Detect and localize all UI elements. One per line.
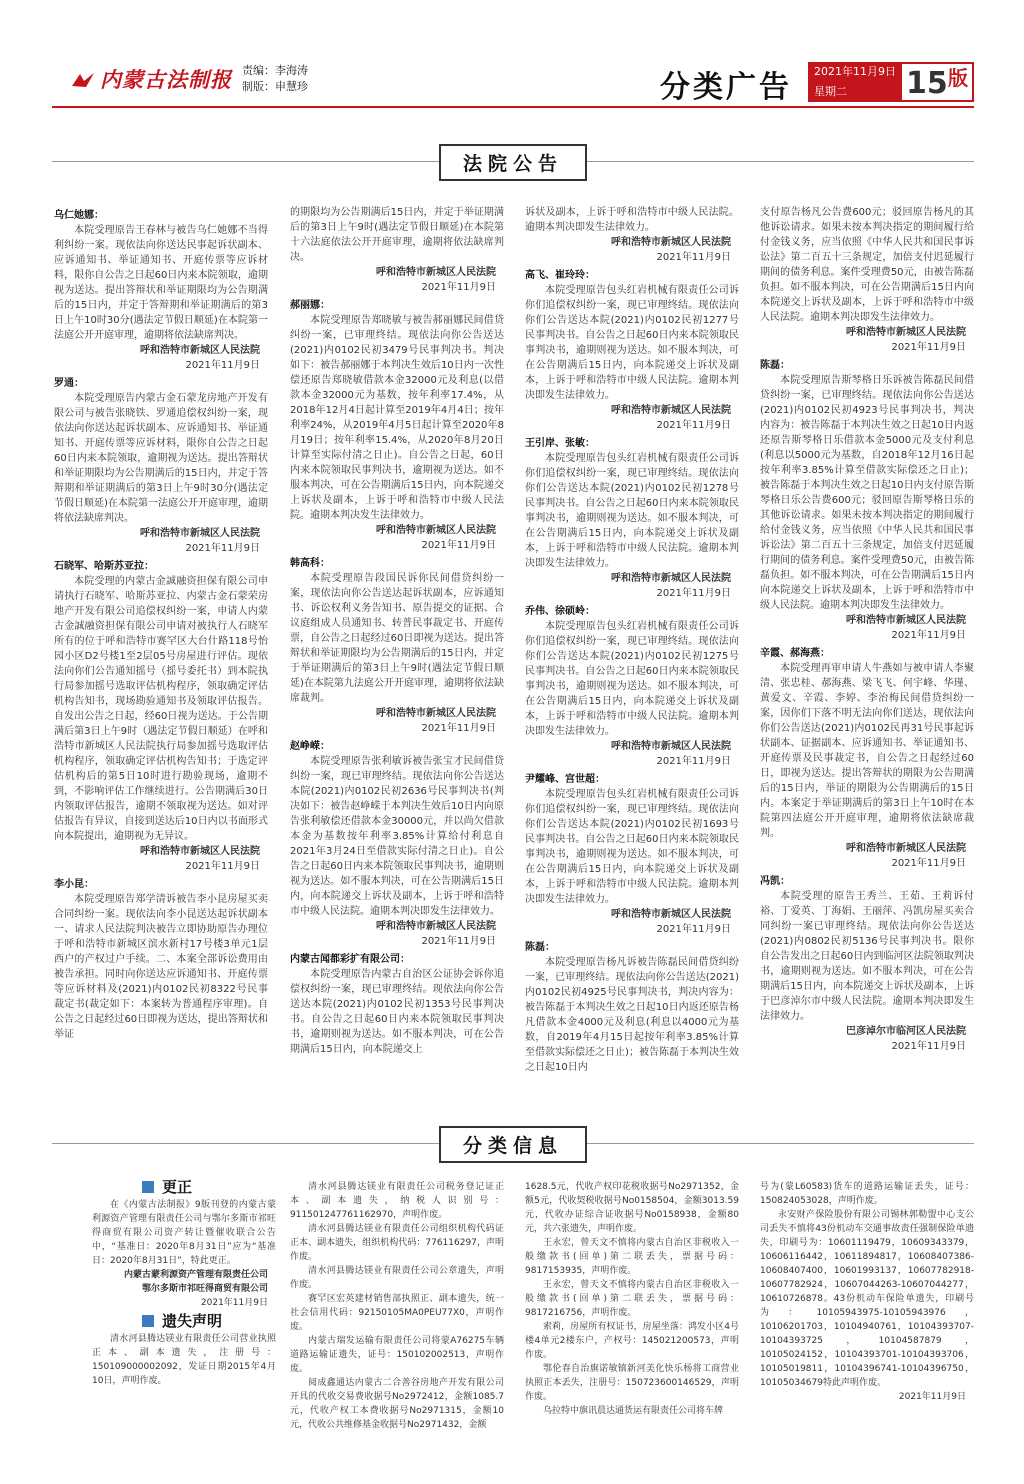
notice-date: 2021年11月9日: [421, 540, 496, 551]
notice-body: 王永宏，曾天文不慎将内蒙古自治区非税收入一般缴款书(回单)第二联丢失，票据号码：9817216756，声明作废。: [525, 1280, 739, 1318]
notice-body: 本院受理再审申请人牛燕如与被申请人李聚清、张忠桂、郝海燕、梁飞飞、何宇峰、华瑾、黄爱文、辛霞、李婷、李治梅民间借贷纠纷一案，因你们下落不明无法向你们送达，现依法向你们公告送达(2021)内0102民再31号民事起诉状副本、证据副本、应诉通知书、举证通知书、开庭传票及民事裁定书，自公告之日起经过60日，即视为送达。提出答辩状的期限为公告期满后的15日内，举证的期限为公告期满后的15日内。本案定于举证期满后的第3日上午10时在本院第四法庭公开开庭审理，逾期将依法缺席裁判。: [760, 663, 974, 839]
notice-body: 王永宏，曾天文不慎将内蒙古自治区非税收入一般缴款书(回单)第二联丢失，票据号码：9817153935，声明作废。: [525, 1238, 739, 1276]
classified-column-2: [290, 1180, 504, 1432]
logo-text: 内蒙古法制报: [100, 67, 232, 92]
notice-addressee: 高飞、崔玲玲：: [525, 270, 595, 281]
notice-column-2: [290, 205, 504, 1057]
notice-date: 2021年11月9日: [200, 1298, 268, 1308]
notice-date: 2021年11月9日: [421, 936, 496, 947]
notice-signature: 呼和浩特市新城区人民法院: [376, 708, 496, 719]
notice-body: 本院受理原告内蒙古金石蒙龙房地产开发有限公司与被告张晓铁、罗通追偿权纠纷一案，现依法向你送达起诉状副本、应诉通知书、举证通知书、开庭传票等应诉材料，限你自公告之日起60日内来本院领取，逾期视为送达。提出答辩状和举证期限均为公告期满后的15日内，并定于答辩期和举证期满后的第3日上午9时30分(遇法定节假日顺延)在本院第一法庭公开开庭审理，逾期将依法缺席判决。: [54, 393, 268, 524]
notice-signature: 呼和浩特市新城区人民法院: [611, 573, 731, 584]
notice-signature: 呼和浩特市新城区人民法院: [846, 843, 966, 854]
notice-signature: 呼和浩特市新城区人民法院: [611, 405, 731, 416]
notice-body: 诉状及副本，上诉于呼和浩特市中级人民法院。逾期本判决即发生法律效力。: [525, 207, 739, 233]
notice-signature: 内蒙古蒙利源资产管理有限责任公司: [123, 1270, 268, 1280]
notice-body: 本院受理原告王春林与被告乌仁她娜不当得利纠纷一案。现依法向你送达民事起诉状副本、应诉通知书、举证通知书、开庭传票等应诉材料，限你自公告之日起60日内来本院领取，逾期视为送达。提出答辩状和举证期限均为公告期满后的15日内，并定于答辩期和举证期满后的第3日上午10时30分(遇法定节假日顺延)在本院第一法庭公开开庭审理，逾期将依法缺席判决。: [54, 225, 268, 341]
notice-body: 本院受理原告内蒙古自治区公证协会诉你追偿权纠纷一案，现已审理终结。现依法向你公告送达本院(2021)内0102民初1353号民事判决书。自公告之日起60日内来本院领取民事判决书，逾期则视为送达。如不服本判决，可在公告期满后15日内，向本院递交上: [290, 969, 504, 1055]
heading-square-icon: [142, 1181, 154, 1193]
notice-date: 2021年11月9日: [185, 543, 260, 554]
classified-heading-text: 更正: [162, 1178, 193, 1196]
notice-signature: 呼和浩特市新城区人民法院: [846, 615, 966, 626]
notice-column-4: [760, 205, 974, 1054]
issue-date-box: [808, 62, 900, 102]
notice-column-3: [525, 205, 739, 1075]
classified-column-3: [525, 1180, 739, 1418]
notice-date: 2021年11月9日: [656, 756, 731, 767]
notice-body: 1628.5元，代收产权印花税收据号No2971352，金额5元，代收契税收据号No0158504，金额3013.59元，代收办证综合证收据号No0158938，金额80元，共六张遗失，声明作废。: [525, 1182, 739, 1234]
notice-addressee: 乌仁她娜：: [54, 210, 104, 221]
notice-signature: 巴彦淖尔市临河区人民法院: [846, 1026, 966, 1037]
notice-signature: 呼和浩特市新城区人民法院: [611, 741, 731, 752]
notice-addressee: 李小昆：: [54, 879, 94, 890]
notice-signature: 呼和浩特市新城区人民法院: [140, 345, 260, 356]
notice-body: 索莉，房屋所有权证书，房屋坐落：鸿发小区4号楼4单元2楼东户，产权号：145021200573，声明作废。: [525, 1322, 739, 1360]
notice-addressee: 尹耀峰、宫世超：: [525, 774, 605, 785]
notice-addressee: 辛霞、郝海燕：: [760, 648, 830, 659]
notice-body: 在《内蒙古法制报》9版刊登的内蒙古蒙利源资产管理有限责任公司与鄂尔多斯市祁旺得商贸有限公司资产转让暨催收联合公告中，“基准日：2020年8月31日”应为“基准日：2020年8月31日”，特此更正。: [92, 1200, 276, 1266]
editor-credits: [242, 63, 308, 95]
notice-body: 清水河县腾达镁业有限责任公司营业执照正本、副本遗失，注册号：150109000002092，发证日期2015年4月10日，声明作废。: [92, 1334, 276, 1386]
notice-date: 2021年11月9日: [891, 630, 966, 641]
notice-body: 永安财产保险股份有限公司锡林郭勒盟中心支公司丢失不慎将43份机动车交通事故责任强制保险单遗失，印刷号为：10601119479，10609343379，10606116442，10611894817，10608407386-10608407400，10601993137，10607782918-10607782924，10607044263-10607044277，10610726878。43份机动车保险单遗失，印刷号为：10105943975-10105943976，10106201703，10104940761，10104393707-10104393725，10104587879，10105024152，10104393701-10104393706，10105019811，10104396741-10104396750，10105034679特此声明作废。: [760, 1210, 974, 1388]
notice-body: 本院受理原告包头红岩机械有限责任公司诉你们追偿权纠纷一案，现已审理终结。现依法向你们公告送达本院(2021)内0102民初1275号民事判决书。自公告之日起60日内来本院领取民事判决书，逾期则视为送达。如不服本判决，可在公告期满后15日内，向本院递交上诉状及副本，上诉于呼和浩特市中级人民法院。逾期本判决即发生法律效力。: [525, 621, 739, 737]
notice-column-1: [54, 205, 268, 1042]
notice-body: 本院受理的原告王秀兰、王茹、王莉诉付裕、丁爱英、丁海娟、王丽萍、冯凯房屋买卖合同纠纷一案已审理终结。现依法向你公告送达(2021)内0802民初5136号民事判决书。限你自公告发出之日起60日内到临河区法院领取判决书，逾期则视为送达。如不服本判决，可在公告期满后15日内，向本院递交上诉状及副本，上诉于巴彦淖尔市中级人民法院。逾期本判决即发生法律效力。: [760, 891, 974, 1022]
notice-signature: 呼和浩特市新城区人民法院: [140, 846, 260, 857]
classified-column-1: [92, 1176, 276, 1388]
heading-square-icon: [142, 1315, 154, 1327]
notice-body: 本院受理原告包头红岩机械有限责任公司诉你们追偿权纠纷一案，现已审理终结。现依法向你们公告送达本院(2021)内0102民初1277号民事判决书。自公告之日起60日内来本院领取民事判决书，逾期则视为送达。如不服本判决，可在公告期满后15日内，向本院递交上诉状及副本，上诉于呼和浩特市中级人民法院。逾期本判决即发生法律效力。: [525, 285, 739, 401]
notice-addressee: 乔伟、徐硕岭：: [525, 606, 595, 617]
notice-addressee: 韩高科：: [290, 558, 330, 569]
notice-addressee: 陈磊：: [760, 360, 790, 371]
newspaper-logo: [70, 64, 232, 94]
classified-heading-text: 遗失声明: [162, 1312, 223, 1330]
notice-body: 本院受理原告段国民诉你民间借贷纠纷一案，现依法向你公告送达起诉状副本，应诉通知书、诉讼权利义务告知书、原告提交的证据、合议庭组成人员通知书、转普民事裁定书、开庭传票，自公告之日起经过60日即视为送达。提出答辩状和举证期限均为公告期满后的15日内，并定于举证期满后的第3日上午9时(遇法定节假日顺延)在本院第九法庭公开开庭审理，逾期将依法缺席裁判。: [290, 573, 504, 704]
notice-date: 2021年11月9日: [891, 1041, 966, 1052]
notice-signature: 呼和浩特市新城区人民法院: [140, 528, 260, 539]
logo-emblem-icon: [70, 71, 96, 89]
notice-body: 阅成鑫通达内蒙古二合善谷房地产开发有限公司开具的代收交易费收据号No2972412，金额1085.7元，代收产权工本费收据号No2971315，金额10元，代收公共维修基金收据号No2971432，金额: [290, 1378, 504, 1430]
notice-signature: 呼和浩特市新城区人民法院: [611, 909, 731, 920]
classified-banner: [52, 1124, 974, 1164]
classified-heading: [142, 1180, 276, 1194]
page-number: 15: [906, 66, 948, 101]
notice-addressee: 内蒙古闻都彩扩有限公司：: [290, 954, 410, 965]
notice-body: 的期限均为公告期满后15日内，并定于举证期满后的第3日上午9时(遇法定节假日顺延)在本院第十六法庭依法公开开庭审理，逾期将依法缺席判决。: [290, 207, 504, 263]
court-notice-banner: [52, 142, 974, 182]
editor-name: 责编：李海涛: [242, 64, 308, 77]
notice-signature: 呼和浩特市新城区人民法院: [846, 327, 966, 338]
notice-body: 本院受理原告包头红岩机械有限责任公司诉你们追偿权纠纷一案，现已审理终结。现依法向你们公告送达本院(2021)内0102民初1693号民事判决书。自公告之日起60日内来本院领取民事判决书，逾期则视为送达。如不服本判决，可在公告期满后15日内，向本院递交上诉状及副本，上诉于呼和浩特市中级人民法院。逾期本判决即发生法律效力。: [525, 789, 739, 905]
classified-heading: [142, 1314, 276, 1328]
notice-addressee: 赵峥嵘：: [290, 741, 330, 752]
notice-body: 清水河县腾达镁业有限责任公司公章遗失，声明作废。: [290, 1266, 504, 1290]
maker-name: 制版：申慧珍: [242, 80, 308, 93]
court-notice-title: 法院公告: [439, 144, 587, 181]
notice-addressee: 冯凯：: [760, 876, 790, 887]
notice-addressee: 王引岸、张敏：: [525, 438, 595, 449]
header-rule: [52, 106, 974, 108]
notice-date: 2021年11月9日: [185, 360, 260, 371]
page-ban-label: 版: [948, 66, 968, 90]
section-title: 分类广告: [660, 70, 792, 105]
notice-addressee: 石晓军、哈斯苏亚拉：: [54, 561, 154, 572]
notice-body: 内蒙古瑞发运输有限责任公司将蒙A76275车辆道路运输证遗失，证号：150102002513，声明作废。: [290, 1336, 504, 1374]
notice-body: 清水河县腾达镁业有限责任公司税务登记证正本、副本遗失，纳税人识别号：911501247761162970，声明作废。: [290, 1182, 504, 1220]
notice-date: 2021年11月9日: [898, 1392, 966, 1402]
notice-signature: 呼和浩特市新城区人民法院: [611, 237, 731, 248]
classified-title: 分类信息: [439, 1126, 587, 1163]
notice-addressee: 罗通：: [54, 378, 84, 389]
notice-signature: 鄂尔多斯市祁旺得商贸有限公司: [141, 1284, 268, 1294]
notice-date: 2021年11月9日: [421, 723, 496, 734]
notice-body: 号为(蒙L60583)货车的道路运输证丢失，证号：150824053028，声明作废。: [760, 1182, 974, 1206]
page-number-box: [900, 62, 974, 102]
notice-date: 2021年11月9日: [656, 420, 731, 431]
notice-body: 支付原告杨凡公告费600元；驳回原告杨凡的其他诉讼请求。如果未按本判决指定的期间履行给付金钱义务，应当依照《中华人民共和国民事诉讼法》第二百五十三条规定，加倍支付迟延履行期间的债务利息。案件受理费50元，由被告陈磊负担。如不服本判决，可在公告期满后15日内向本院递交上诉状及副本，上诉于呼和浩特市中级人民法院。逾期本判决即发生法律效力。: [760, 207, 974, 323]
notice-date: 2021年11月9日: [656, 924, 731, 935]
page-header: [52, 58, 974, 106]
notice-date: 2021年11月9日: [421, 282, 496, 293]
notice-body: 本院受理原告张利敏诉被告张宝才民间借贷纠纷一案，现已审理终结。现依法向你公告送达本院(2021)内0102民初2636号民事判决书(判决如下：被告赵峥嵘于本判决生效后10日内向原告张利敏偿还借款本金30000元，并以尚欠借款本金为基数按年利率3.85%计算给付利息自2021年3月24日至借款实际付清之日止)。自公告之日起60日内来本院领取民事判决书，逾期则视为送达。如不服本判决，可在公告期满后15日内，向本院递交上诉状及副本，上诉于呼和浩特市中级人民法院。逾期本判决即发生法律效力。: [290, 756, 504, 917]
notice-signature: 呼和浩特市新城区人民法院: [376, 525, 496, 536]
issue-weekday: 星期二: [814, 85, 847, 98]
notice-body: 本院受理原告斯琴格日乐诉被告陈磊民间借贷纠纷一案，已审理终结。现依法向你公告送达(2021)内0102民初4923号民事判决书，判决内容为：被告陈磊于本判决生效之日起10日内返还原告斯琴格日乐借款本金5000元及支付利息(利息以5000元为基数，自2018年12月16日起按年利率3.85%计算至借款实际偿还之日止)；被告陈磊于本判决生效之日起10日内支付原告斯琴格日乐公告费600元；驳回原告斯琴格日乐的其他诉讼请求。如果未按本判决指定的期间履行给付金钱义务，应当依照《中华人民共和国民事诉讼法》第二百五十三条规定，加倍支付迟延履行期间的债务利息。案件受理费50元，由被告陈磊负担。如不服本判决，可在公告期满后15日内向本院递交上诉状及副本，上诉于呼和浩特市中级人民法院。逾期本判决即发生法律效力。: [760, 375, 974, 611]
notice-addressee: 郝丽娜：: [290, 300, 330, 311]
notice-body: 乌拉特中旗讯晨达通货运有限责任公司将车牌: [543, 1406, 724, 1416]
notice-body: 本院受理原告郑晓敏与被告郝丽娜民间借贷纠纷一案，已审理终结。现依法向你公告送达(2021)内0102民初3479号民事判决书。判决如下：被告郝丽娜于本判决生效后10日内一次性偿还原告郑晓敏借款本金32000元及利息(以借款本金32000元为基数，按年利率17.4%，从2018年12月4日起计算至2019年4月4日；按年利率24%，从2019年4月5日起计算至2020年8月19日；按年利率15.4%，从2020年8月20日计算至实际付清之日止)。自公告之日起，60日内来本院领取民事判决书，逾期视为送达。如不服本判决，可在公告期满后15日内，向本院递交上诉状及副本，上诉于呼和浩特市中级人民法院。逾期本判决发生法律效力。: [290, 315, 504, 521]
notice-body: 本院受理原告郑学清诉被告李小昆房屋买卖合同纠纷一案。现依法向李小昆送达起诉状副本一、请求人民法院判决被告立即协助原告办理位于呼和浩特市新城区滨水新村17号楼3单元1层西户的产权过户手续。二、本案全部诉讼费用由被告承担。同时向你送达应诉通知书、开庭传票等应诉材料及(2021)内0102民初8322号民事裁定书(裁定如下：本案转为普通程序审理)。自公告之日起经过60日即视为送达，提出答辩状和举证: [54, 894, 268, 1040]
notice-date: 2021年11月9日: [891, 858, 966, 869]
notice-body: 本院受理原告杨凡诉被告陈磊民间借贷纠纷一案，已审理终结。现依法向你公告送达(2021)内0102民初4925号民事判决书，判决内容为：被告陈磊于本判决生效之日起10日内返还原告杨凡借款本金4000元及利息(利息以4000元为基数，自2019年4月15日起按年利率3.85%计算至借款实际偿还之日止)；被告陈磊于本判决生效之日起10日内: [525, 957, 739, 1073]
notice-body: 本院受理的内蒙古金誠融资担保有限公司申请执行石晓军、哈斯苏亚拉、内蒙古金石蒙荣房地产开发有限公司追偿权纠纷一案，申请人内蒙古金誠融资担保有限公司申请对被执行人石晓军所有的位于呼和浩特市赛罕区大台什路118号怡园小区D2号楼1至2层05号房屋进行评估。现依法向你们公告通知摇号（摇号委托书）到本院执行局参加摇号选取评估机构程序，领取确定评估机构告知书，现场勘验通知书及领取评估报告。自发出公告之日起，经60日视为送达。于公告期满后第3日上午9时（遇法定节假日顺延）在呼和浩特市新城区人民法院执行局参加摇号选取评估机构程序，领取确定评估机构告知书；于选定评估机构后的第5日10时进行勘验现场，逾期不到，不影响评估工作继续进行。公告期满后30日内领取评估报告，逾期不领取视为送达。如对评估报告有异议，自接到送达后10日内以书面形式向本院提出，逾期视为无异议。: [54, 576, 268, 842]
notice-date: 2021年11月9日: [185, 861, 260, 872]
notice-body: 鄂伦春自治旗诺敏镇新河美化快乐杨将工商营业执照正本丢失，注册号：150723600146529，声明作废。: [525, 1364, 739, 1402]
issue-date: 2021年11月9日: [814, 65, 896, 78]
notice-body: 本院受理原告包头红岩机械有限责任公司诉你们追偿权纠纷一案，现已审理终结。现依法向你们公告送达本院(2021)内0102民初1278号民事判决书。自公告之日起60日内来本院领取民事判决书，逾期则视为送达。如不服本判决，可在公告期满后15日内，向本院递交上诉状及副本，上诉于呼和浩特市中级人民法院。逾期本判决即发生法律效力。: [525, 453, 739, 569]
notice-date: 2021年11月9日: [891, 342, 966, 353]
classified-column-4: [760, 1180, 974, 1404]
notice-body: 清水河县腾达镁业有限责任公司组织机构代码证正本、副本遗失，组织机构代码：776116297，声明作废。: [290, 1224, 504, 1262]
notice-date: 2021年11月9日: [656, 252, 731, 263]
notice-signature: 呼和浩特市新城区人民法院: [376, 921, 496, 932]
notice-addressee: 陈磊：: [525, 942, 555, 953]
notice-signature: 呼和浩特市新城区人民法院: [376, 267, 496, 278]
notice-body: 赛罕区宏英建材销售部执照正、副本遗失，统一社会信用代码：92150105MA0PEU77X0，声明作废。: [290, 1294, 504, 1332]
notice-date: 2021年11月9日: [656, 588, 731, 599]
